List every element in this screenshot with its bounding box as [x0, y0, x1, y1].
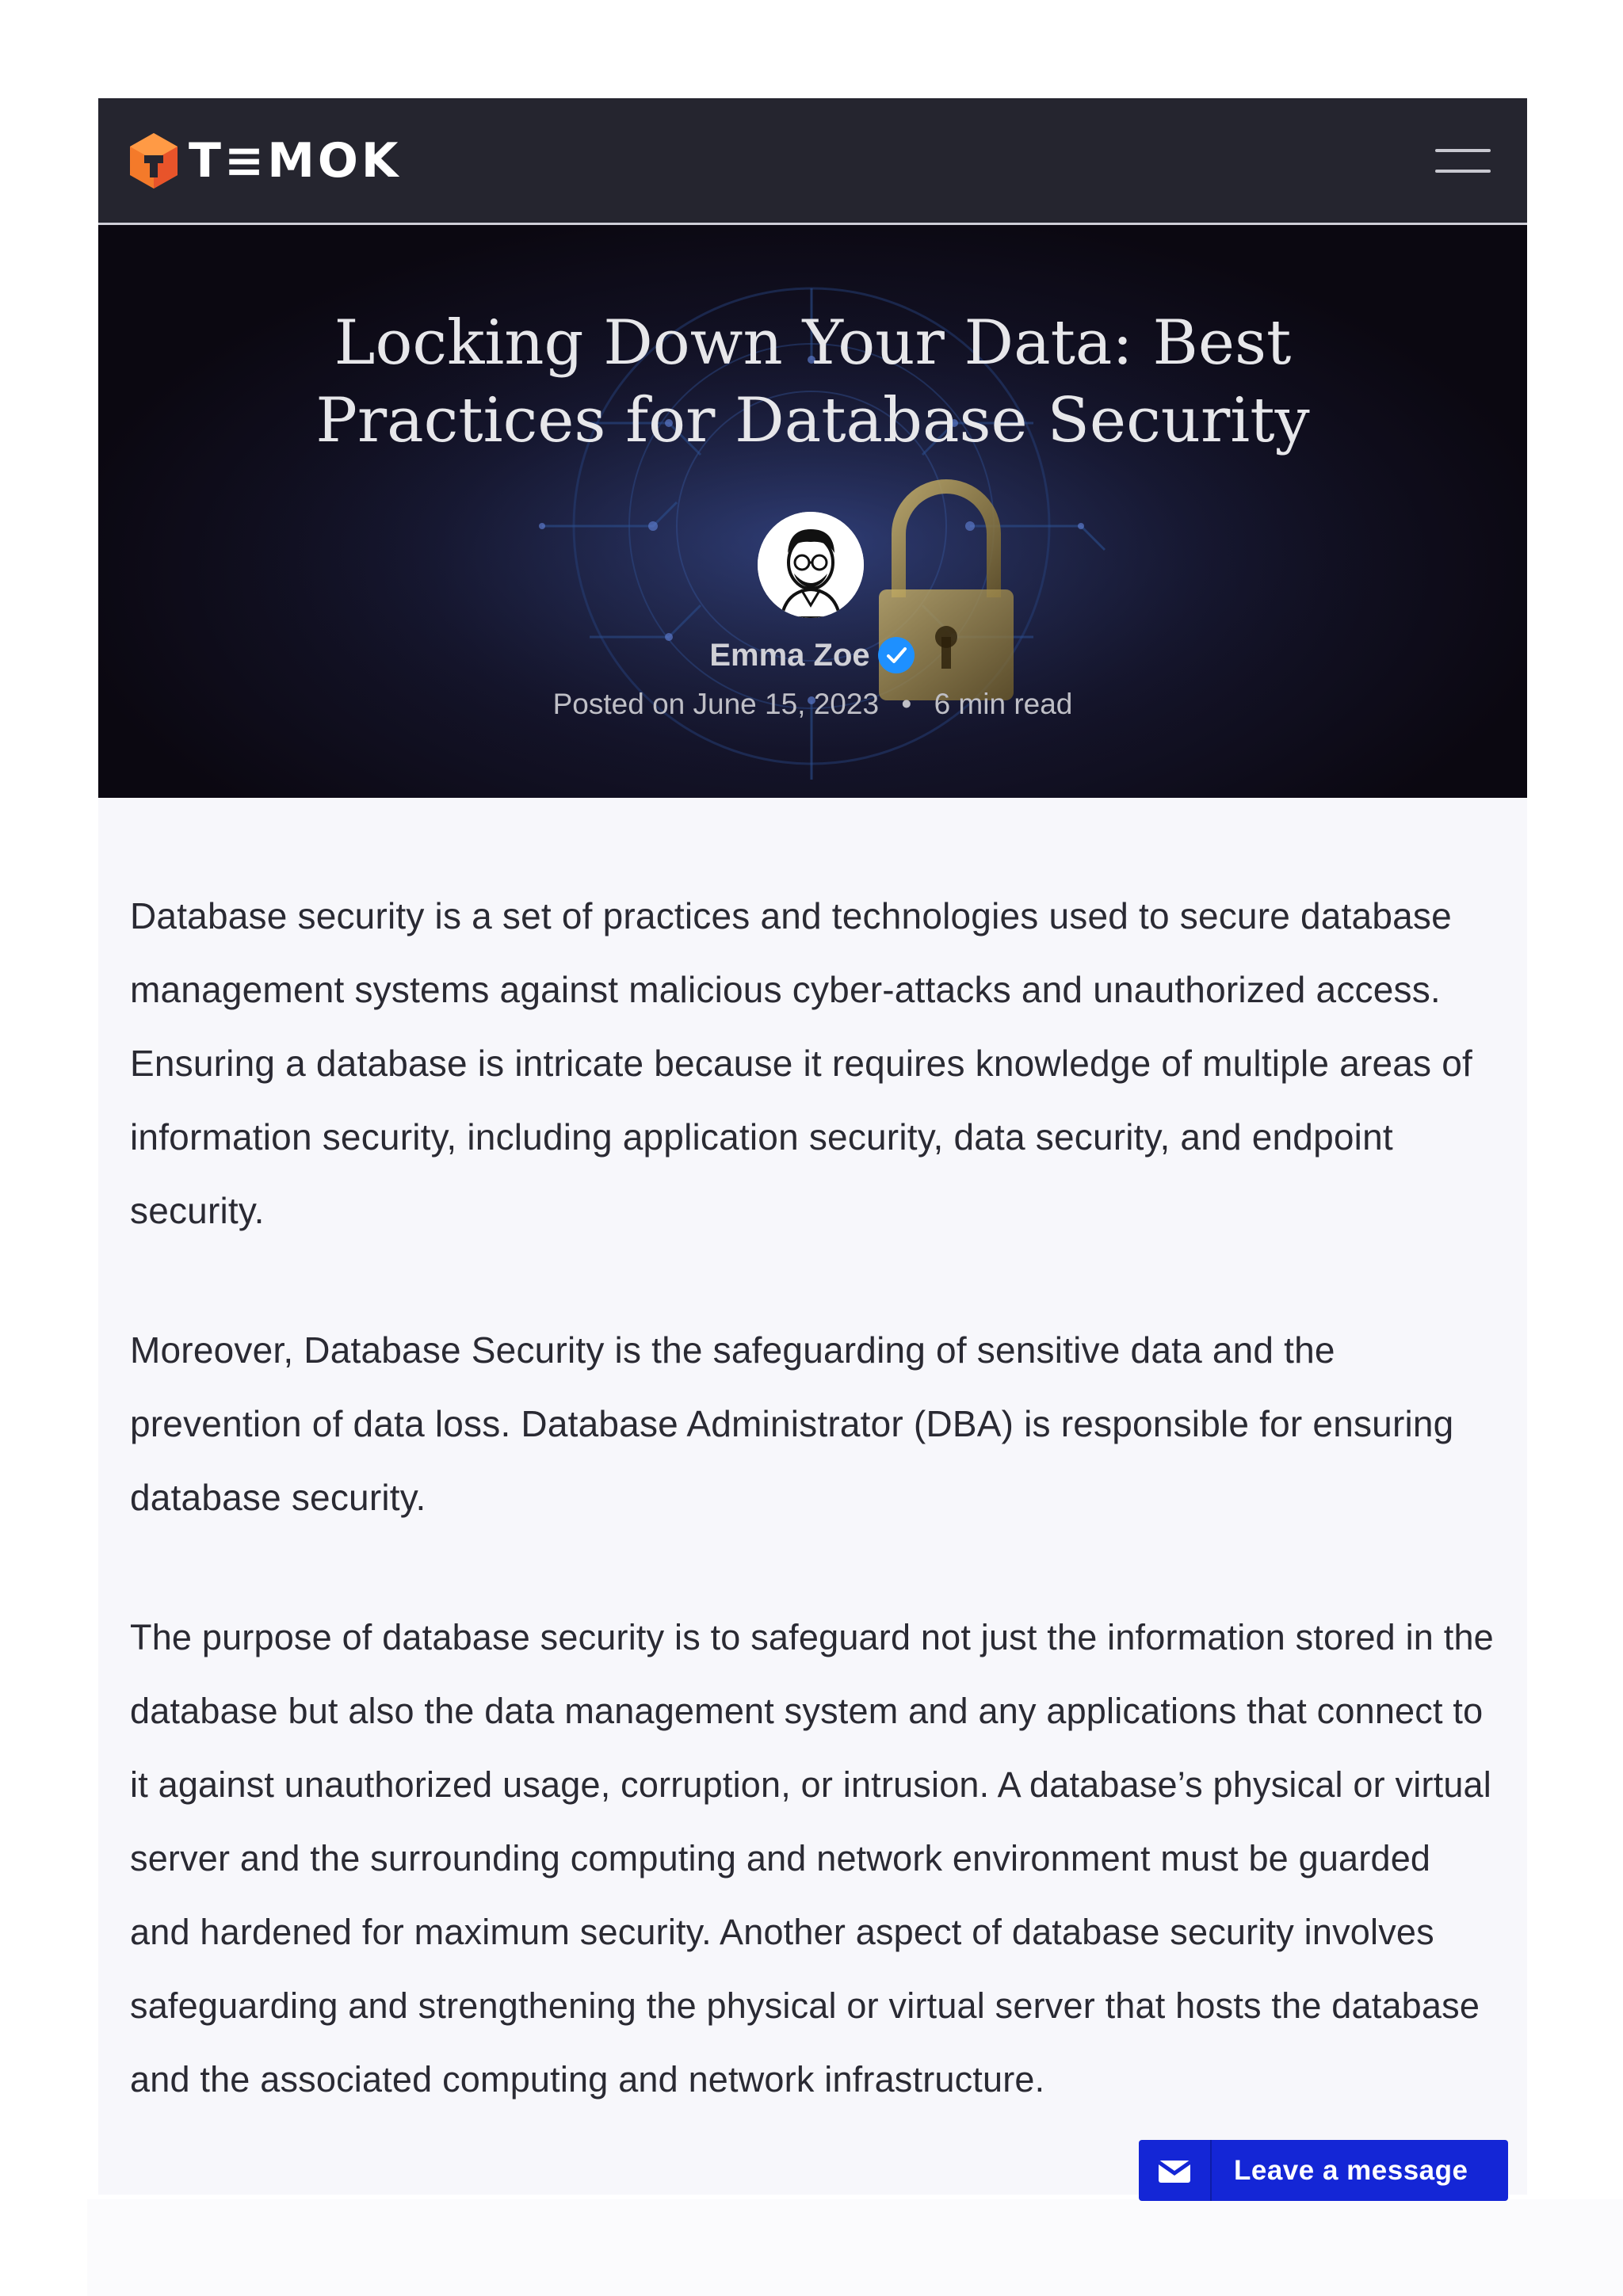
- envelope-icon: [1139, 2140, 1212, 2201]
- page-bottom-area: [87, 2199, 1623, 2296]
- temok-logo-mark: [128, 132, 179, 190]
- article-paragraph: Moreover, Database Security is the safeguarding of sensitive data and the prevention of data loss. Database Administrator (DBA) is responsible for ensuring database security.: [130, 1329, 1454, 1518]
- post-date: Posted on June 15, 2023: [552, 688, 880, 720]
- meta-separator: •: [901, 688, 912, 720]
- menu-line-top: [1435, 149, 1491, 152]
- author-byline: [98, 635, 1527, 675]
- article-paragraph: The purpose of database security is to safeguard not just the information stored in the database but also the data management system and any applications that connect to it against unauthorized usage, corruption, or intrusion. A database’s physical or virtual server and the surrounding computing and network environment must be guarded and hardened for maximum security. Another aspect of database security involves safeguarding and strengthening the physical or virtual server that hosts the database and the associated computing and network infrastructure.: [130, 1617, 1494, 2100]
- author-name[interactable]: Emma Zoe: [709, 637, 870, 673]
- leave-message-label: Leave a message: [1234, 2154, 1468, 2186]
- author-avatar[interactable]: [758, 512, 864, 618]
- read-time: 6 min read: [934, 688, 1073, 720]
- post-meta: [98, 688, 1527, 721]
- hamburger-menu-icon[interactable]: [1435, 145, 1491, 177]
- article-body: [98, 798, 1527, 2195]
- author-avatar-illustration: [758, 512, 864, 618]
- logo-wordmark: T≡MOK: [189, 132, 402, 189]
- verified-badge-icon: [876, 635, 916, 675]
- menu-line-bottom: [1435, 170, 1491, 173]
- envelope-icon-glyph: [1157, 2157, 1192, 2184]
- page-frame: [98, 98, 1527, 2195]
- article-hero: [98, 225, 1527, 798]
- top-navbar: [98, 98, 1527, 225]
- article-title: Locking Down Your Data: Best Practices for Database Security: [315, 307, 1310, 456]
- temok-logo[interactable]: [128, 132, 401, 190]
- article-paragraph: Database security is a set of practices and technologies used to secure database management systems against malicious cyber-attacks and unauthorized access. Ensuring a database is intricate because it requires knowledge of multiple areas of information security, including application security, data security, and endpoint security.: [130, 895, 1473, 1231]
- leave-message-button[interactable]: [1139, 2140, 1508, 2201]
